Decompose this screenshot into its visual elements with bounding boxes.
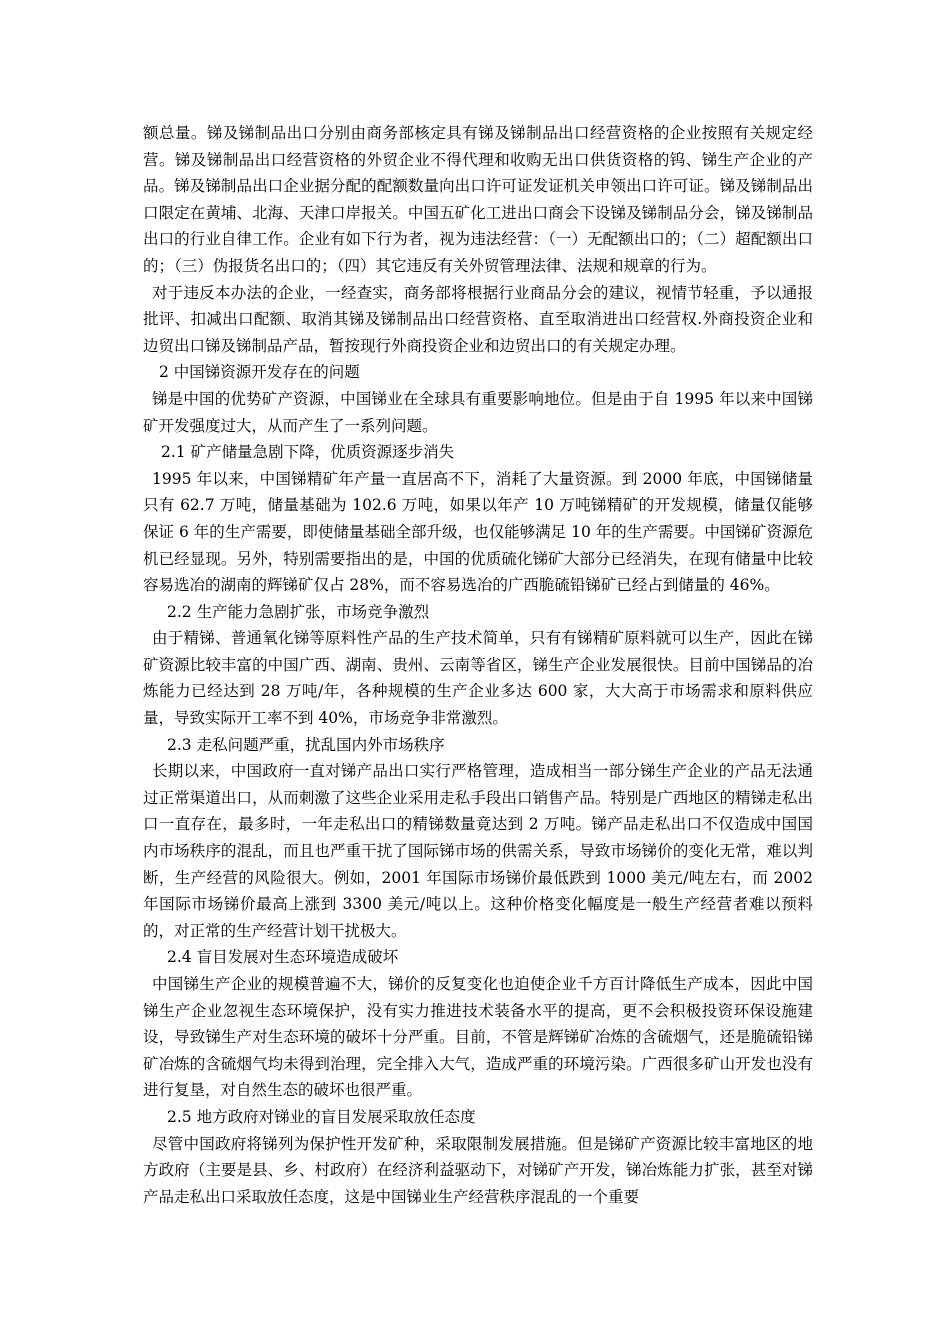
section-heading-2-4: 2.4 盲目发展对生态环境造成破坏 — [167, 948, 399, 967]
paragraph-local-government: 尽管中国政府将锑列为保护性开发矿种，采取限制发展措施。但是锑矿产资源比较丰富地区的地方政府（主要是县、乡、村政府）在经济利益驱动下，对锑矿产开发，锑冶炼能力扩张，甚至对锑产品走私出口采取放任态度，这是中国锑业生产经营秩序混乱的一个重要 — [143, 1134, 813, 1206]
section-heading-2-5: 2.5 地方政府对锑业的盲目发展采取放任态度 — [167, 1107, 476, 1126]
document-page — [143, 120, 813, 1210]
paragraph-capacity: 由于精锑、普通氧化锑等原料性产品的生产技术简单，只有有锑精矿原料就可以生产，因此在锑矿资源比较丰富的中国广西、湖南、贵州、云南等省区，锑生产企业发展很快。目前中国锑品的冶炼能力已经达到 28 万吨/年，各种规模的生产企业多达 600 家，大大高于市场需求和原料供应量，导致实际开工率不到 40%，市场竞争非常激烈。 — [143, 629, 813, 728]
section-heading-2: 2 中国锑资源开发存在的问题 — [159, 363, 360, 382]
paragraph-section-2-intro: 锑是中国的优势矿产资源，中国锑业在全球具有重要影响地位。但是由于自 1995 年以来中国锑矿开发强度过大，从而产生了一系列问题。 — [143, 389, 813, 435]
paragraph-smuggling: 长期以来，中国政府一直对锑产品出口实行严格管理，造成相当一部分锑生产企业的产品无法通过正常渠道出口，从而刺激了这些企业采用走私手段出口销售产品。特别是广西地区的精锑走私出口一直存在，最多时，一年走私出口的精锑数量竟达到 2 万吨。锑产品走私出口不仅造成中国国内市场秩序的混乱，而且也严重干扰了国际锑市场的供需关系，导致市场锑价的变化无常，难以判断，生产经营的风险很大。例如，2001 年国际市场锑价最低跌到 1000 美元/吨左右，而 2002 年国际市场锑价最高上涨到 3300 美元/吨以上。这种价格变化幅度是一般生产经营者难以预料的，对正常的生产经营计划干扰极大。 — [143, 762, 813, 940]
section-heading-2-3: 2.3 走私问题严重，扰乱国内外市场秩序 — [167, 735, 445, 754]
paragraph-quota-rules: 额总量。锑及锑制品出口分别由商务部核定具有锑及锑制品出口经营资格的企业按照有关规定经营。锑及锑制品出口经营资格的外贸企业不得代理和收购无出口供货资格的钨、锑生产企业的产品。锑及锑制品出口企业据分配的配额数量向出口许可证发证机关申领出口许可证。锑及锑制品出口限定在黄埔、北海、天津口岸报关。中国五矿化工进出口商会下设锑及锑制品分会，锑及锑制品出口的行业自律工作。企业有如下行为者，视为违法经营：（一）无配额出口的；（二）超配额出口的；（三）伪报货名出口的；（四）其它违反有关外贸管理法律、法规和规章的行为。 — [143, 124, 813, 275]
paragraph-environment: 中国锑生产企业的规模普遍不大，锑价的反复变化也迫使企业千方百计降低生产成本，因此中国锑生产企业忽视生态环境保护，没有实力推进技术装备水平的提高，更不会积极投资环保设施建设，导致锑生产对生态环境的破坏十分严重。目前，不管是辉锑矿冶炼的含硫烟气，还是脆硫铅锑矿冶炼的含硫烟气均未得到治理，完全排入大气，造成严重的环境污染。广西很多矿山开发也没有进行复垦，对自然生态的破坏也很严重。 — [143, 975, 813, 1100]
section-heading-2-2: 2.2 生产能力急剧扩张，市场竞争激烈 — [167, 602, 430, 621]
paragraph-penalties: 对于违反本办法的企业，一经查实，商务部将根据行业商品分会的建议，视情节轻重，予以通报批评、扣减出口配额、取消其锑及锑制品出口经营资格、直至取消进出口经营权.外商投资企业和边贸出口锑及锑制品产品，暂按现行外商投资企业和边贸出口的有关规定办理。 — [143, 283, 813, 355]
section-heading-2-1: 2.1 矿产储量急剧下降，优质资源逐步消失 — [161, 443, 455, 462]
paragraph-reserves: 1995 年以来，中国锑精矿年产量一直居高不下，消耗了大量资源。到 2000 年底，中国锑储量只有 62.7 万吨，储量基础为 102.6 万吨，如果以年产 10 万吨锑精矿的开发规模，储量仅能够保证 6 年的生产需要，即使储量基础全部升级，也仅能够满足 10 年的生产需要。中国锑矿资源危机已经显现。另外，特别需要指出的是，中国的优质硫化锑矿大部分已经消失，在现有储量中比较容易选冶的湖南的辉锑矿仅占 28%，而不容易选冶的广西脆硫铅锑矿已经占到储量的 46%。 — [143, 469, 813, 595]
